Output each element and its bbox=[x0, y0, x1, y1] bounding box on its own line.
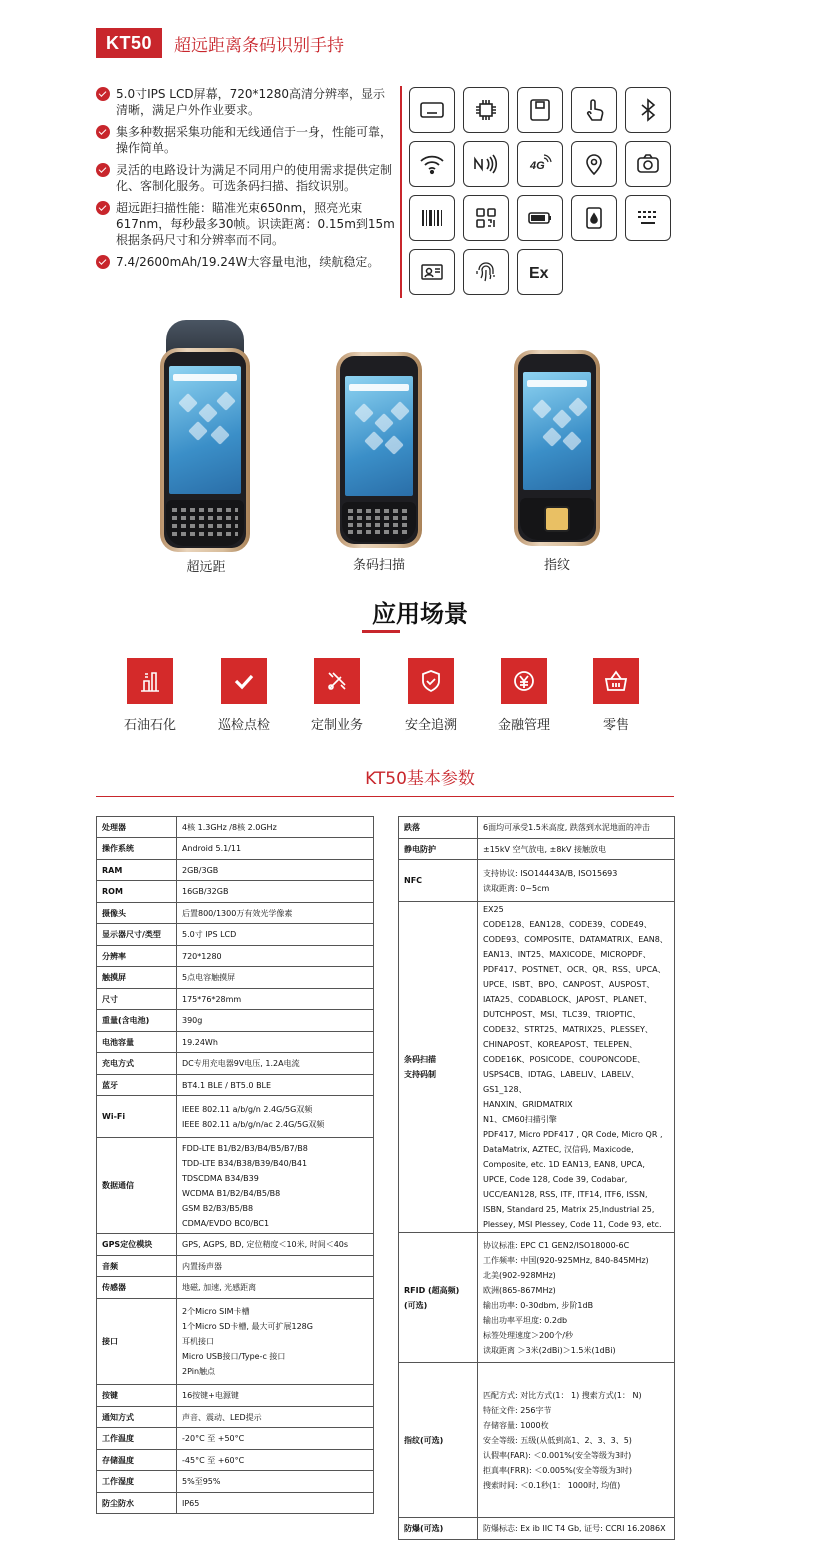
spec-value: 720*1280 bbox=[177, 946, 374, 967]
scene-item: 石油石化 bbox=[110, 658, 190, 733]
spec-value: 内置扬声器 bbox=[177, 1256, 374, 1277]
spec-key: ROM bbox=[97, 881, 177, 903]
spec-row bbox=[97, 1385, 374, 1407]
spec-value: EX25 CODE128、EAN128、CODE39、CODE49、 CODE93、COMPOSITE、DATAMATRIX、EAN8、 EAN13、INT25、MAXICODE、MICROPDF、 PDF417、POSTNET、OCR、QR、RSS、UPCA、 UPCE、ISBT、BPO、CANPOST、AUSPOST、 IATA25、CODABLOCK、JAPOST、PLANET、 DUTCHPOST、MSI、TLC39、TRIOPTIC、 CODE32、STRT25、MATRIX25、PLESSEY、 CHINAPOST、KOREAPOST、TELEPEN、 CODE16K、POSICODE、COUPONCODE、 USPS4CB、IDTAG、LABELIV、LABELV、GS1_128、 HANXIN、GRIDMATRIX N1、CM60扫描引擎 PDF417, Micro PDF417 , QR Code, Micro QR , DataMatrix, AZTEC, 汉信码, Maxicode, Composite, etc. 1D EAN13, EAN8, UPCA, UPCE, Code 128, Code 39, Codabar, UCC/EAN128, RSS, ITF, ITF14, ITF6, ISSN, ISBN, Standard 25, Matrix 25,Industrial 25, Plessey, MSI Plessey, Code 11, Code 93, etc. bbox=[478, 902, 675, 1233]
spec-key: 电池容量 bbox=[97, 1032, 177, 1053]
spec-key: 跌落 bbox=[399, 817, 478, 839]
spec-value: -45°C 至 +60°C bbox=[177, 1450, 374, 1471]
spec-row bbox=[97, 881, 374, 903]
edit-bullet-icon bbox=[96, 255, 110, 269]
spec-value: 5点电容触摸屏 bbox=[177, 967, 374, 989]
spec-value: 协议标准: EPC C1 GEN2/ISO18000-6C 工作频率: 中国(920-925MHz, 840-845MHz) 北美(902-928MHz) 欧洲(865-867MHz) 输出功率: 0-30dbm, 步阶1dB 输出功率平坦度: 0.2db 标签处理速度＞200个/秒 读取距离 ＞3米(2dBi)＞1.5米(1dBi) bbox=[478, 1233, 675, 1363]
fingerprint-icon bbox=[463, 249, 509, 295]
spec-key: NFC bbox=[399, 860, 478, 902]
fingerprint-sensor bbox=[544, 506, 570, 532]
scene-item: 巡检点检 bbox=[204, 658, 284, 733]
spec-key: 静电防护 bbox=[399, 839, 478, 860]
scene-item: 安全追溯 bbox=[391, 658, 471, 733]
spec-key: 处理器 bbox=[97, 817, 177, 838]
device-fingerprint bbox=[514, 350, 600, 546]
spec-row bbox=[97, 1277, 374, 1299]
spec-key: 接口 bbox=[97, 1299, 177, 1385]
spec-row bbox=[399, 902, 675, 1233]
spec-table-right bbox=[398, 816, 675, 1540]
spec-key: GPS定位模块 bbox=[97, 1234, 177, 1256]
spec-key: RAM bbox=[97, 860, 177, 881]
spec-row bbox=[97, 838, 374, 860]
device-label: 指纹 bbox=[543, 558, 570, 573]
spec-value: GPS, AGPS, BD, 定位精度＜10米, 时间＜40s bbox=[177, 1234, 374, 1256]
device-keypad bbox=[166, 500, 244, 546]
spec-row bbox=[97, 1493, 374, 1514]
device-label: 条码扫描 bbox=[352, 558, 405, 573]
spec-value: 6面均可承受1.5米高度, 跌落到水泥地面的冲击 bbox=[478, 817, 675, 839]
keyboard-icon bbox=[625, 195, 671, 241]
spec-row bbox=[97, 924, 374, 946]
spec-row bbox=[97, 1407, 374, 1428]
spec-value: DC专用充电器9V电压, 1.2A电流 bbox=[177, 1053, 374, 1075]
feature-item: 5.0寸IPS LCD屏幕，720*1280高清分辨率，显示清晰，满足户外作业要求。 bbox=[96, 86, 396, 118]
spec-key: 条码扫描 支持码制 bbox=[399, 902, 478, 1233]
spec-value: FDD-LTE B1/B2/B3/B4/B5/B7/B8 TDD-LTE B34/B38/B39/B40/B41 TDSCDMA B34/B39 WCDMA B1/B2/B4/B5/B8 GSM B2/B3/B5/B8 CDMA/EVDO BC0/BC1 bbox=[177, 1138, 374, 1234]
spec-value: 后置800/1300万有效光学像素 bbox=[177, 903, 374, 924]
spec-value: 声音、震动、LED提示 bbox=[177, 1407, 374, 1428]
refinery-icon bbox=[127, 658, 173, 704]
divider-line bbox=[400, 86, 402, 298]
ex-icon bbox=[517, 249, 563, 295]
barcode-icon bbox=[409, 195, 455, 241]
spec-row bbox=[399, 1233, 675, 1363]
spec-value: 5.0寸 IPS LCD bbox=[177, 924, 374, 946]
spec-row bbox=[97, 1234, 374, 1256]
device-screen bbox=[169, 366, 241, 494]
spec-key: RFID (超高频) (可选) bbox=[399, 1233, 478, 1363]
custom-tools-icon bbox=[314, 658, 360, 704]
nfc-icon bbox=[463, 141, 509, 187]
yuan-icon bbox=[501, 658, 547, 704]
wifi-icon bbox=[409, 141, 455, 187]
spec-key: 充电方式 bbox=[97, 1053, 177, 1075]
spec-key: 按键 bbox=[97, 1385, 177, 1407]
spec-value: -20°C 至 +50°C bbox=[177, 1428, 374, 1450]
spec-value: 4核 1.3GHz /8核 2.0GHz bbox=[177, 817, 374, 838]
product-header bbox=[96, 28, 344, 58]
spec-key: 显示器尺寸/类型 bbox=[97, 924, 177, 946]
spec-value: ±15kV 空气放电, ±8kV 接触放电 bbox=[478, 839, 675, 860]
feature-list bbox=[96, 86, 396, 276]
spec-key: 指纹(可选) bbox=[399, 1363, 478, 1518]
spec-value: BT4.1 BLE / BT5.0 BLE bbox=[177, 1075, 374, 1096]
spec-key: 尺寸 bbox=[97, 989, 177, 1010]
spec-row bbox=[97, 903, 374, 924]
params-title: KT50基本参数 bbox=[365, 769, 475, 789]
spec-value: 19.24Wh bbox=[177, 1032, 374, 1053]
spec-row bbox=[97, 989, 374, 1010]
spec-row bbox=[399, 1363, 675, 1518]
edit-bullet-icon bbox=[96, 87, 110, 101]
chip-icon bbox=[463, 87, 509, 133]
spec-value: 175*76*28mm bbox=[177, 989, 374, 1010]
device-screen bbox=[345, 376, 413, 496]
scenes-title: 应用场景 bbox=[372, 600, 468, 628]
spec-row bbox=[97, 1096, 374, 1138]
device-long-range bbox=[160, 320, 250, 552]
edit-bullet-icon bbox=[96, 163, 110, 177]
spec-value: Android 5.1/11 bbox=[177, 838, 374, 860]
spec-key: 通知方式 bbox=[97, 1407, 177, 1428]
camera-icon bbox=[625, 141, 671, 187]
spec-row bbox=[97, 1428, 374, 1450]
spec-value: 防爆标志: Ex ib IIC T4 Gb, 证号: CCRI 16.2086X bbox=[478, 1518, 675, 1540]
edit-bullet-icon bbox=[96, 125, 110, 139]
spec-row bbox=[97, 967, 374, 989]
qrcode-icon bbox=[463, 195, 509, 241]
spec-key: 传感器 bbox=[97, 1277, 177, 1299]
spec-row bbox=[97, 946, 374, 967]
spec-value: 支持协议: ISO14443A/B, ISO15693 读取距离: 0~5cm bbox=[478, 860, 675, 902]
device-screen bbox=[523, 372, 591, 490]
device-keypad bbox=[342, 502, 416, 542]
spec-key: 操作系统 bbox=[97, 838, 177, 860]
spec-value: 16按键+电源键 bbox=[177, 1385, 374, 1407]
spec-row bbox=[399, 839, 675, 860]
spec-key: 防爆(可选) bbox=[399, 1518, 478, 1540]
spec-row bbox=[97, 1256, 374, 1277]
spec-value: 5%至95% bbox=[177, 1471, 374, 1493]
title-underline bbox=[362, 630, 400, 633]
shield-icon bbox=[408, 658, 454, 704]
bluetooth-icon bbox=[625, 87, 671, 133]
spec-row bbox=[97, 1471, 374, 1493]
spec-key: 工作湿度 bbox=[97, 1471, 177, 1493]
spec-row bbox=[97, 1138, 374, 1234]
spec-key: 音频 bbox=[97, 1256, 177, 1277]
spec-value: IEEE 802.11 a/b/g/n 2.4G/5G双频 IEEE 802.11 a/b/g/n/ac 2.4G/5G双频 bbox=[177, 1096, 374, 1138]
feature-item: 集多种数据采集功能和无线通信于一身，性能可靠，操作简单。 bbox=[96, 124, 396, 156]
device-label: 超远距 bbox=[186, 560, 226, 575]
spec-key: 存储温度 bbox=[97, 1450, 177, 1471]
spec-value: IP65 bbox=[177, 1493, 374, 1514]
memory-card-icon bbox=[517, 87, 563, 133]
spec-key: 摄像头 bbox=[97, 903, 177, 924]
spec-value: 2个Micro SIM卡槽 1个Micro SD卡槽, 最大可扩展128G 耳机接口 Micro USB接口/Type-c 接口 2Pin触点 bbox=[177, 1299, 374, 1385]
spec-key: 分辨率 bbox=[97, 946, 177, 967]
battery-icon bbox=[517, 195, 563, 241]
ip-rating-icon bbox=[571, 195, 617, 241]
feature-item: 超远距扫描性能：瞄准光束650nm，照亮光束617nm，每秒最多30帧。识读距离：0.15m到15m根据条码尺寸和分辨率而不同。 bbox=[96, 200, 396, 248]
spec-row bbox=[97, 817, 374, 838]
spec-key: 工作温度 bbox=[97, 1428, 177, 1450]
spec-value: 16GB/32GB bbox=[177, 881, 374, 903]
scene-item: 零售 bbox=[576, 658, 656, 733]
screen-icon bbox=[409, 87, 455, 133]
spec-row bbox=[97, 1075, 374, 1096]
spec-key: 重量(含电池) bbox=[97, 1010, 177, 1032]
feature-icon-grid bbox=[409, 87, 673, 295]
svg-text:4G: 4G bbox=[530, 160, 545, 172]
spec-row bbox=[399, 817, 675, 839]
scene-item: 定制业务 bbox=[297, 658, 377, 733]
touch-icon bbox=[571, 87, 617, 133]
spec-row bbox=[399, 860, 675, 902]
device-barcode bbox=[336, 352, 422, 548]
spec-row bbox=[97, 1010, 374, 1032]
4g-icon bbox=[517, 141, 563, 187]
scene-item: 金融管理 bbox=[484, 658, 564, 733]
spec-row bbox=[97, 1032, 374, 1053]
spec-key: 数据通信 bbox=[97, 1138, 177, 1234]
spec-row bbox=[97, 1053, 374, 1075]
spec-row bbox=[97, 1299, 374, 1385]
svg-text:Ex: Ex bbox=[529, 265, 549, 282]
product-title: 超远距离条码识别手持 bbox=[174, 35, 345, 56]
spec-value: 390g bbox=[177, 1010, 374, 1032]
spec-key: Wi-Fi bbox=[97, 1096, 177, 1138]
spec-row bbox=[97, 1450, 374, 1471]
spec-row bbox=[399, 1518, 675, 1540]
id-card-icon bbox=[409, 249, 455, 295]
edit-bullet-icon bbox=[96, 201, 110, 215]
basket-icon bbox=[593, 658, 639, 704]
spec-row bbox=[97, 860, 374, 881]
spec-key: 触摸屏 bbox=[97, 967, 177, 989]
feature-item: 7.4/2600mAh/19.24W大容量电池，续航稳定。 bbox=[96, 254, 396, 270]
spec-key: 防尘防水 bbox=[97, 1493, 177, 1514]
spec-value: 地磁, 加速, 光感距离 bbox=[177, 1277, 374, 1299]
feature-item: 灵活的电路设计为满足不同用户的使用需求提供定制化、客制化服务。可选条码扫描、指纹识别。 bbox=[96, 162, 396, 194]
spec-value: 2GB/3GB bbox=[177, 860, 374, 881]
spec-table-left bbox=[96, 816, 374, 1514]
gps-icon bbox=[571, 141, 617, 187]
spec-key: 蓝牙 bbox=[97, 1075, 177, 1096]
spec-value: 匹配方式: 对比方式(1： 1) 搜索方式(1： N) 特征文件: 256字节 存储容量: 1000枚 安全等级: 五级(从低到高1、2、3、3、5) 认假率(FAR): ＜0.001%(安全等级为3时) 拒真率(FRR): ＜0.005%(安全等级为3时) 搜索时间: ＜0.1秒(1： 1000时, 均值) bbox=[478, 1363, 675, 1518]
model-badge: KT50 bbox=[96, 28, 162, 58]
params-underline bbox=[96, 796, 674, 797]
check-icon bbox=[221, 658, 267, 704]
